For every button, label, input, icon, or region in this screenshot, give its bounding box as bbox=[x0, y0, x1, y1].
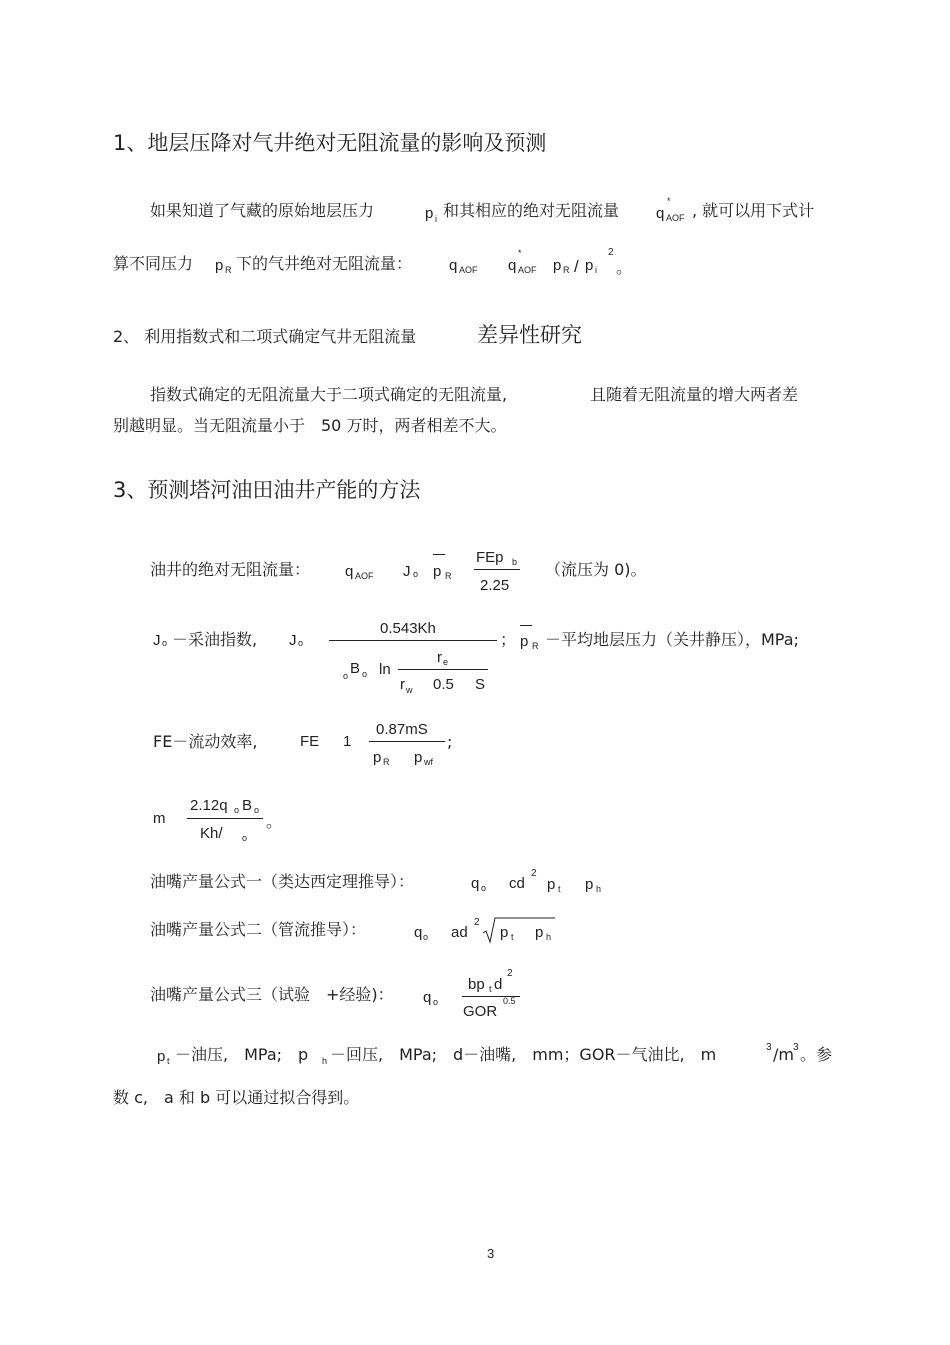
s3-n3-two: 2 bbox=[507, 968, 513, 979]
s1-text-1a: 如果知道了气藏的原始地层压力 bbox=[150, 201, 375, 220]
s1-two: 2 bbox=[608, 247, 614, 258]
s3-jo-semi: ； bbox=[500, 630, 517, 649]
s1-q3: q bbox=[508, 257, 517, 274]
s3-n2-q: q bbox=[414, 924, 423, 941]
s1-text-2b: 下的气井绝对无阻流量： bbox=[236, 254, 413, 273]
s3-jo-o: o bbox=[162, 638, 168, 648]
s3-f1-num: FEp bbox=[476, 549, 504, 566]
s3-m-den-o: o bbox=[242, 833, 248, 843]
s3-f1-tail: （流压为 0)。 bbox=[545, 560, 647, 579]
s1-aof-sub: AOF bbox=[666, 213, 685, 223]
s1-star: * bbox=[667, 196, 671, 206]
s2-text-1a: 指数式确定的无阻流量大于二项式确定的无阻流量, bbox=[150, 385, 508, 404]
s3-last-t: t bbox=[167, 1056, 170, 1066]
page-number: 3 bbox=[487, 1246, 495, 1261]
s3-fe-semi: ; bbox=[447, 732, 453, 751]
s3-m: m bbox=[153, 810, 166, 827]
s3-m-frac bbox=[187, 818, 263, 819]
s3-n3-label: 油嘴产量公式三（试验 +经验)： bbox=[150, 985, 394, 1004]
s3-n3-t: t bbox=[489, 984, 492, 994]
s1-q-aof: q bbox=[656, 205, 665, 222]
s3-last-1d: 。参 bbox=[800, 1045, 833, 1064]
s3-jo-J: J bbox=[153, 632, 161, 649]
s3-fe-num: 0.87mS bbox=[376, 721, 428, 738]
s3-jo-half: 0.5 bbox=[433, 676, 454, 693]
s3-n3-den: GOR bbox=[463, 1003, 498, 1020]
s3-f1-den: 2.25 bbox=[480, 577, 510, 594]
s3-last-h: h bbox=[322, 1056, 328, 1066]
s3-jo-re: r bbox=[437, 649, 442, 666]
s3-last-sup1: 3 bbox=[766, 1042, 772, 1053]
s3-n1-label: 油嘴产量公式一（类达西定理推导）： bbox=[150, 872, 415, 891]
s3-n2-ph: p bbox=[535, 924, 544, 941]
s1-aof2: AOF bbox=[459, 265, 478, 275]
s3-jo-e: e bbox=[443, 657, 449, 667]
s3-f1-J: J bbox=[403, 563, 411, 580]
s3-m-B: B bbox=[242, 797, 253, 814]
s1-pi2: p bbox=[585, 257, 594, 274]
s3-n3-q: q bbox=[423, 989, 432, 1006]
s3-jo-R: R bbox=[532, 641, 539, 651]
s3-jo-frac bbox=[329, 640, 497, 641]
s3-jo-frac2 bbox=[398, 669, 488, 670]
s3-n1-two: 2 bbox=[531, 868, 537, 879]
s3-f1-o: o bbox=[413, 569, 419, 579]
s3-n2-t: t bbox=[511, 932, 514, 942]
s3-n2-two: 2 bbox=[474, 917, 480, 928]
s3-fe2: FE bbox=[300, 733, 320, 750]
s3-jo-ln: ln bbox=[379, 661, 391, 678]
section-1-title: 1、地层压降对气井绝对无阻流量的影响及预测 bbox=[113, 131, 547, 155]
s1-R: R bbox=[225, 265, 232, 275]
s3-f1-q: q bbox=[345, 563, 354, 580]
s1-slash: / bbox=[574, 257, 579, 276]
s3-n3-o: o bbox=[433, 997, 439, 1007]
s3-f1-R: R bbox=[445, 571, 452, 581]
s3-jo-w: w bbox=[406, 685, 413, 695]
s3-fe-R: R bbox=[383, 757, 390, 767]
s3-pr-def: －平均地层压力（关井静压），MPa; bbox=[545, 630, 799, 649]
section-2-title-b: 差异性研究 bbox=[477, 323, 582, 347]
s3-n1-h: h bbox=[596, 884, 602, 894]
s3-jo-p: p bbox=[520, 633, 529, 650]
s3-fe-frac bbox=[369, 741, 445, 742]
s3-m-num: 2.12q bbox=[190, 797, 228, 814]
s3-m-end: 。 bbox=[266, 812, 283, 831]
s3-n1-o: o bbox=[481, 883, 487, 893]
s3-n1-q: q bbox=[471, 875, 480, 892]
s3-m-Bo: o bbox=[254, 805, 260, 815]
s3-jo-pbar bbox=[520, 625, 532, 626]
s2-text-2: 别越明显。当无阻流量小于 50 万时，两者相差不大。 bbox=[113, 416, 507, 435]
s3-fe-one: 1 bbox=[343, 733, 352, 750]
s1-pR: p bbox=[215, 257, 224, 274]
s3-n2-o: o bbox=[423, 932, 429, 942]
s1-i2: i bbox=[595, 265, 597, 275]
s3-m-den: Kh/ bbox=[200, 825, 223, 842]
s3-last-1: －油压, MPa; p bbox=[175, 1045, 309, 1064]
s3-jo-num: 0.543Kh bbox=[380, 620, 436, 637]
s3-jo-rw: r bbox=[400, 676, 405, 693]
section-3-title: 3、预测塔河油田油井产能的方法 bbox=[113, 478, 421, 502]
s1-text-1c: , 就可以用下式计 bbox=[692, 201, 815, 220]
s3-n2-ad: ad bbox=[451, 924, 468, 941]
s1-aof3: AOF bbox=[518, 265, 537, 275]
s3-jo2-o: o bbox=[298, 638, 304, 648]
s3-last-1c: /m bbox=[773, 1045, 794, 1064]
s1-text-1b: 和其相应的绝对无阻流量 bbox=[443, 201, 620, 220]
s3-n2-label: 油嘴产量公式二（管流推导）： bbox=[150, 920, 367, 939]
s3-jo-Bo: o bbox=[362, 669, 368, 679]
s3-jo-text: －采油指数, bbox=[172, 630, 258, 649]
s1-pi-sub: i bbox=[435, 214, 437, 224]
s3-f1-aof: AOF bbox=[355, 571, 374, 581]
s3-jo2-J: J bbox=[289, 632, 297, 649]
s3-f1-frac bbox=[474, 569, 520, 570]
s3-n2-h: h bbox=[546, 932, 552, 942]
s3-n3-exp: 0.5 bbox=[503, 996, 516, 1006]
s1-pi: p bbox=[425, 205, 434, 222]
s3-n2-sqrt bbox=[482, 916, 556, 944]
s3-n2-pt: p bbox=[500, 924, 509, 941]
s1-text-2a: 算不同压力 bbox=[113, 254, 194, 273]
s1-q2: q bbox=[449, 257, 458, 274]
s3-n1-cd: cd bbox=[509, 875, 525, 892]
s3-last-2: 数 c, a 和 b 可以通过拟合得到。 bbox=[113, 1088, 360, 1107]
s3-n1-ph: p bbox=[585, 876, 594, 893]
s3-n1-pt: p bbox=[547, 876, 556, 893]
s3-f1-pbar bbox=[433, 554, 445, 555]
s1-R2: R bbox=[563, 265, 570, 275]
s3-fe-pwf: p bbox=[414, 749, 423, 766]
s3-n3-d: d bbox=[494, 976, 503, 993]
s3-fe-pR: p bbox=[373, 749, 382, 766]
s3-n1-t: t bbox=[558, 884, 561, 894]
s3-n3-num: bp bbox=[468, 976, 485, 993]
s3-jo-mu-o: o bbox=[343, 671, 349, 681]
s3-last-sup2: 3 bbox=[793, 1042, 799, 1053]
s2-text-1b: 且随着无阻流量的增大两者差 bbox=[590, 385, 799, 404]
s3-jo-S: S bbox=[475, 676, 486, 693]
s3-f1-b: b bbox=[512, 557, 518, 567]
section-2-title: 2、 利用指数式和二项式确定气井无阻流量 bbox=[113, 327, 417, 346]
s3-f1-p: p bbox=[433, 563, 442, 580]
s1-period: 。 bbox=[616, 258, 633, 277]
s3-last-p: p bbox=[157, 1048, 166, 1065]
s3-fe-def: FE－流动效率, bbox=[153, 732, 258, 751]
s3-last-1b: －回压, MPa; d－油嘴, mm；GOR－气油比, m bbox=[330, 1045, 717, 1064]
s3-m-qo: o bbox=[234, 805, 240, 815]
s3-jo-B: B bbox=[350, 660, 361, 677]
s1-pR2: p bbox=[553, 257, 562, 274]
s3-f1-label: 油井的绝对无阻流量： bbox=[150, 560, 311, 579]
s1-star2: * bbox=[518, 248, 522, 258]
s3-fe-wf: wf bbox=[424, 757, 433, 767]
